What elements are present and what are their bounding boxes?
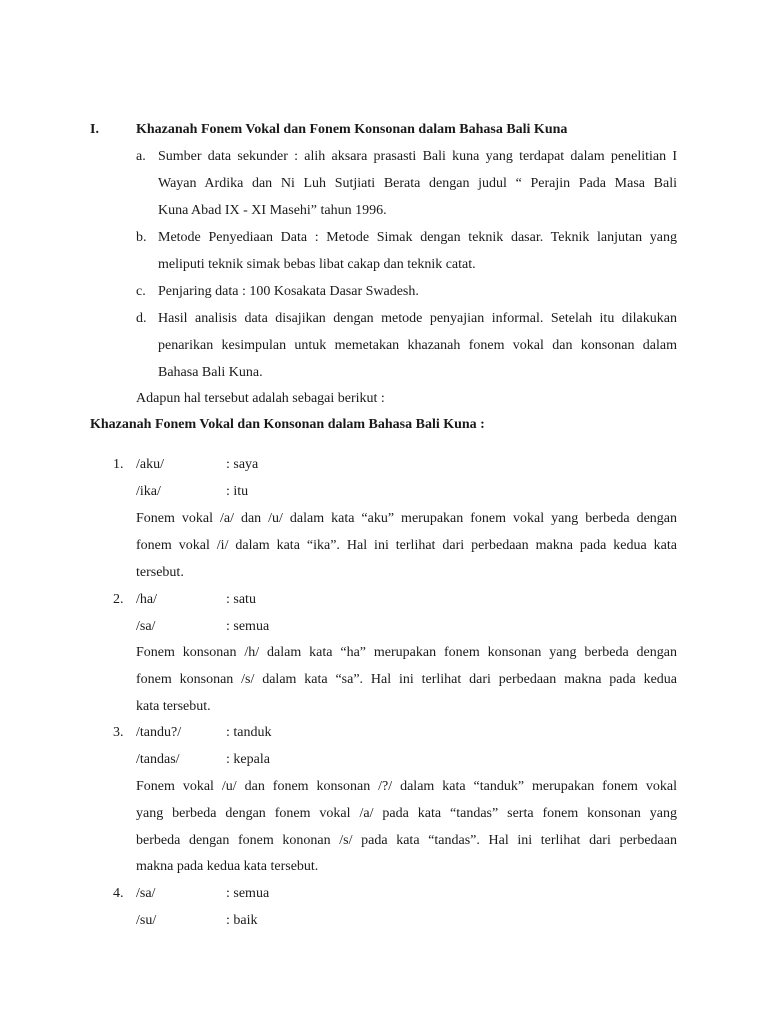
entry-1-explanation-line-1: Fonem vokal /a/ dan /u/ dalam kata “aku” merupakan fonem vokal yang berbeda dengan <box>136 511 677 526</box>
entry-meaning: : satu <box>226 592 256 607</box>
entry-number: 4. <box>113 886 124 901</box>
entry-3-explanation-line-2: yang berbeda dengan fonem vokal /a/ pada kata “tandas” serta fonem konsonan yang <box>136 806 677 821</box>
entry-1-explanation-line-2: fonem vokal /i/ dalam kata “ika”. Hal ini terlihat dari perbedaan makna pada kedua kata <box>136 538 677 553</box>
item-a-line-1: Sumber data sekunder : alih aksara prasasti Bali kuna yang terdapat dalam penelitian I <box>158 149 677 164</box>
entry-meaning: : itu <box>226 484 249 499</box>
entry-meaning: : semua <box>226 886 270 901</box>
entry-word: /aku/ <box>136 457 164 472</box>
section-numeral: I. <box>90 122 99 137</box>
subheading: Khazanah Fonem Vokal dan Konsonan dalam Bahasa Bali Kuna : <box>90 417 485 432</box>
item-c-line-1: Penjaring data : 100 Kosakata Dasar Swadesh. <box>158 284 419 299</box>
item-letter: d. <box>136 311 147 326</box>
entry-3-explanation-line-3: berbeda dengan fonem kononan /s/ pada kata “tandas”. Hal ini terlihat dari perbedaan <box>136 833 677 848</box>
entry-meaning: : baik <box>226 913 258 928</box>
item-a-line-3: Kuna Abad IX - XI Masehi” tahun 1996. <box>158 203 387 218</box>
item-letter: b. <box>136 230 147 245</box>
entry-word: /su/ <box>136 913 157 928</box>
entry-number: 3. <box>113 725 124 740</box>
entry-2-explanation-line-2: fonem konsonan /s/ dalam kata “sa”. Hal ini terlihat dari perbedaan makna pada kedua <box>136 672 677 687</box>
section-title: Khazanah Fonem Vokal dan Fonem Konsonan dalam Bahasa Bali Kuna <box>136 122 568 137</box>
item-b-line-2: meliputi teknik simak bebas libat cakap dan teknik catat. <box>158 257 476 272</box>
entry-word: /sa/ <box>136 886 156 901</box>
entry-word: /sa/ <box>136 619 156 634</box>
item-d-line-1: Hasil analisis data disajikan dengan metode penyajian informal. Setelah itu dilakukan <box>158 311 677 326</box>
entry-meaning: : semua <box>226 619 270 634</box>
entry-word: /ha/ <box>136 592 157 607</box>
entry-number: 2. <box>113 592 124 607</box>
entry-number: 1. <box>113 457 124 472</box>
item-letter: c. <box>136 284 146 299</box>
item-letter: a. <box>136 149 146 164</box>
item-a-line-2: Wayan Ardika dan Ni Luh Sutjiati Berata dengan judul “ Perajin Pada Masa Bali <box>158 176 677 191</box>
entry-3-explanation-line-1: Fonem vokal /u/ dan fonem konsonan /?/ dalam kata “tanduk” merupakan fonem vokal <box>136 779 677 794</box>
entry-1-explanation-line-3: tersebut. <box>136 565 184 580</box>
item-d-line-2: penarikan kesimpulan untuk memetakan khazanah fonem vokal dan konsonan dalam <box>158 338 677 353</box>
item-d-line-3: Bahasa Bali Kuna. <box>158 365 263 380</box>
entry-2-explanation-line-3: kata tersebut. <box>136 699 211 714</box>
entry-word: /ika/ <box>136 484 161 499</box>
entry-meaning: : saya <box>226 457 259 472</box>
entry-3-explanation-line-4: makna pada kedua kata tersebut. <box>136 859 319 874</box>
item-b-line-1: Metode Penyediaan Data : Metode Simak dengan teknik dasar. Teknik lanjutan yang <box>158 230 677 245</box>
entry-word: /tandu?/ <box>136 725 182 740</box>
entry-meaning: : kepala <box>226 752 270 767</box>
entry-meaning: : tanduk <box>226 725 272 740</box>
entry-2-explanation-line-1: Fonem konsonan /h/ dalam kata “ha” merupakan fonem konsonan yang berbeda dengan <box>136 645 677 660</box>
entry-word: /tandas/ <box>136 752 180 767</box>
intro-sentence: Adapun hal tersebut adalah sebagai berikut : <box>136 391 385 406</box>
